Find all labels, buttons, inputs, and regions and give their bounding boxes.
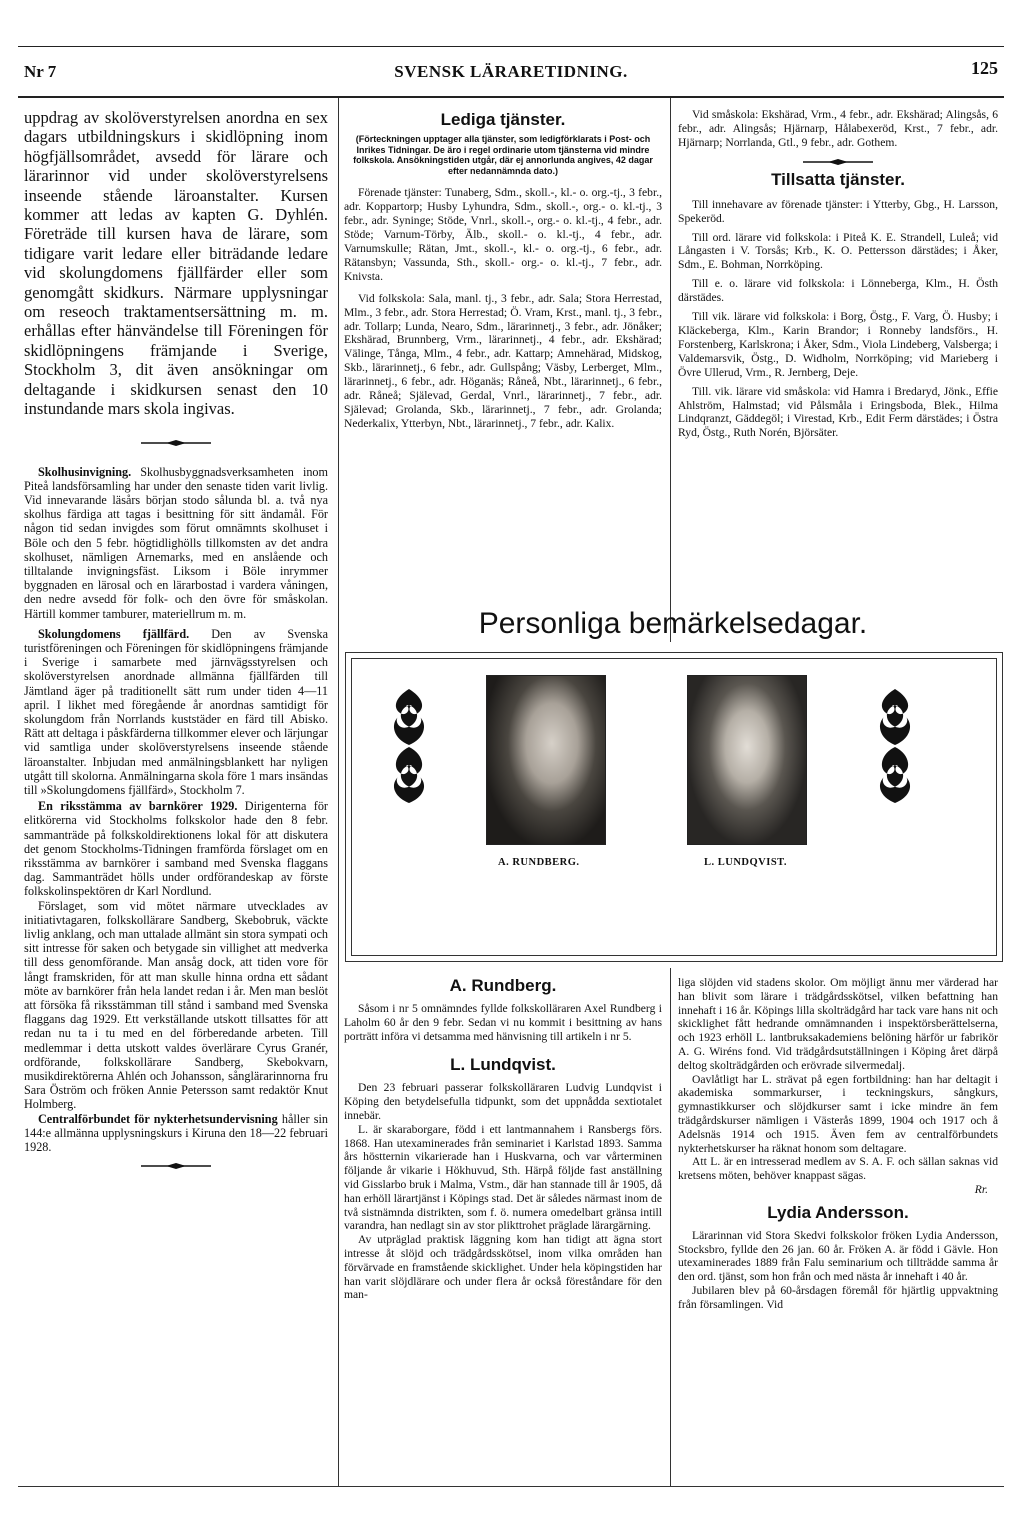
lundqvist-text-2: L. är skaraborgare, född i ett lantmannahem i Ransbergs förs. 1868. Han utexaminerades från seminariet i Karlstad 1893. Samma års höstternin vikarierade han i Huskvarna, och var vårterminen följande år vikarie i Hökhuvud, Sth. Härpå följde fast anställning vid Gisslarbo bruk i Malma, Vstm., där han stannade till år 1905, då han erhöll lärartjänst i Köpings stad. Det är således närmast inom de två sistnämnda distrikten, som f. ö. numera omedelbart gränsa intill varandra, han nedlagt sin av stor plikttrohet präglade lärargärning. <box>344 1122 662 1233</box>
column-5 <box>678 976 998 1312</box>
andersson-text-2: Jubilaren blev på 60-årsdagen föremål för hjärtlig uppvaktning från församlingen. Vid <box>678 1283 998 1311</box>
skolhusinvigning-heading: Skolhusinvigning. <box>38 464 132 479</box>
skidkurs-text: uppdrag av skolöverstyrelsen anordna en sex dagars utbildningskurs i skidlöpning inom högfjällsområdet, avsedd för lärare och lärarinnor vid under skolöverstyrelsens inseende stående läroanstalter. Kursen kommer att ledas av kapten G. Dyhlén. Företräde till kursen hava de lärare, som tidigare varit ledare eller biträdande ledare vid skolungdomens fjällfärder eller som genomgått skidkurs. Närmare upplysningar om reseoch traktamentsersättning m. m. erhållas efter hänvändelse till Föreningen för skidlöpningens främjande i Sverige, Stockholm 3, dit även ansökningar om deltagande i skidkursen senast den 10 instundande mars skola ingivas. <box>24 108 328 419</box>
issue-number: Nr 7 <box>24 62 57 81</box>
column-3 <box>678 108 998 440</box>
barnkorer-article <box>24 799 328 898</box>
lundqvist-heading: L. Lundqvist. <box>450 1055 556 1075</box>
page <box>18 46 1004 1508</box>
barnkorer-text: Dirigenterna för elitkörerna vid Stockholms folkskolor hade den 8 febr. sammanträde på folkskoldirektionens lokal för att diskutera det genom Stockholms-Tidningen framförda förslaget om en riksstämma av barnkörer i samband med Svenska flaggans dag. Sammanträdet hölls under ordförandeskap av förste folkskolinspektören dr Karl Nordlund. <box>24 799 328 899</box>
barnkorer-text-2: Förslaget, som vid mötet närmare utvecklades av initiativtagaren, folkskollärare Sandberg, Skebobruk, väckte livlig anklang, och man uttalade allmänt sin stora sympati och sitt intresse för saken och betygade sin villighet att medverka till dess genomförande. Man ansåg dock, att tiden vore för långt framskriden, för att man skulle hinna ordna ett sådant möte av barnkörer från hela landet redan i år. Men man beslöt att försöka få riksstämman till stånd i samband med Svenska flaggans dag 1929. Ett verkställande utskott tillsattes för att redan nu ta i tu med en del förberedande arbeten. Till medlemmar i detta utskott valdes överlärare Cyrus Granér, ordförande, folkskollärare Sandberg, Skebokvarn, musikdirektörerna Ahlén och Johansson, sånglärarinnorna fru Sara Öström och fröken Annie Petersson samt redaktör Knut Holmberg. <box>24 898 328 1112</box>
page-number: 125 <box>971 58 998 78</box>
column-rule <box>338 98 339 1486</box>
bottom-rule <box>18 1486 1004 1487</box>
nykterhet-article <box>24 1112 328 1155</box>
portrait-frame <box>345 652 1003 962</box>
lundqvist-text-6: Att L. är en intresserad medlem av S. A. F. och sällan saknas vid kretsens möten, behöver knappast sägas. <box>678 1155 998 1183</box>
tillsatta-4: Till vik. lärare vid folkskola: i Borg, Östg., F. Varg, Ö. Husby; i Kläckeberga, Klm., Karin Brandor; i Ronneby landsförs., H. Forstenberg, Karlskrona; i Åker, Sdm., Viola Lindeberg, Valsberga; i Valdemarsvik, Östg., D. Widholm, Norrköping; vid Marieberg i Övre Ullerud, Vrm., R. Jernberg, Deje. <box>678 310 998 379</box>
nykterhet-text: håller sin 144:e allmänna upplysningskurs i Kiruna den 18—22 februari 1928. <box>24 1111 328 1155</box>
tillsatta-5: Till. vik. lärare vid småskola: vid Hamra i Bredaryd, Jönk., Effie Ahlström, Halmstad; vid Pålsmåla i Eringsboda, Blek., Hilma Lindqranzt, Gäddegöl; i Virestad, Krb., Edit Ferm därstädes; i Östra Ryd, Östg., Ruth Norén, Björsäter. <box>678 384 998 440</box>
fjallfard-article <box>24 627 328 797</box>
personliga-heading: Personliga bemärkelsedagar. <box>478 607 868 640</box>
rundberg-heading: A. Rundberg. <box>449 976 557 995</box>
lundqvist-caption: L. LUNDQVIST. <box>704 857 788 868</box>
lundqvist-text-3: Av utpräglad praktisk läggning kom han tidigt att ägna stort intresse åt slöjd och trädgårdsskötsel, inom vilka områden han förvärvade en framstående skicklighet. Under hela köpingstiden har han varit slöjdlärare och under flera år också föreståndare för den man- <box>344 1233 662 1302</box>
lundqvist-text-4: liga slöjden vid stadens skolor. Om möjligt ännu mer värderad har han blivit som lärare i trädgårdsskötsel, vilken befattning han innehaft i 16 år. Köpings lilla skolträdgård har tack vare hans nit och skicklighet fått hedrande omnämnanden i inspektörsberättelserna, och 1923 erhöll L. lantbruksakademiens belöning härför ur fabrikör A. G. Wiréns fond. Vid trädgårdsutställningen i Köping året därpå deltog skolträdgården och erövrade silvermedalj. <box>678 976 998 1072</box>
fjallfard-text: Den av Svenska turistföreningen och Föreningen för skidlöpningens främjande i Sverige i samarbete med järnvägsstyrelsen och skolöverstyrelsen anordnade allmänna fjällfärden till Jämtland äger på traditionellt sätt rum under tiden 4—11 april. I likhet med föregående år anordnas samtidigt för skolungdom från Norrlands kuststäder en färd till Abisko. Rätt att deltaga i påskfärderna tillkommer elever och lärjungar vid samtliga under skolöverstyrelsens inseende stående läroanstalter. Inbjudan med anmälningsblankett har nyligen utgått till skolorna. Anmälningarna skola före 1 mars insändas till »Skolungdomens fjällfärd», Stockholm 7. <box>24 626 328 797</box>
rundberg-portrait <box>486 675 606 845</box>
dash-ornament-icon <box>141 439 211 447</box>
forenade-tjanster: Förenade tjänster: Tunaberg, Sdm., skoll.-, kl.- o. org.-tj., 3 febr., adr. Koppartorp; Husby Lyhundra, Sdm., skoll.-, org.- o. kl.-tj., 3 febr., adr. Syninge; Stöde, Vnrl., skoll.-, org.- o. kl.-tj., 4 febr., adr. Stöde; Varnum-Törby, Älb., skoll.- o. kl.-tj., 4 febr., adr. Varnumskulle; Rätan, Jmt., skoll.-, kl.- o. org.-tj., 6 febr., adr. Rätansbyn; Vassunda, Sth., skoll.- org.- o. kl.-tj., 7 febr., adr. Knivsta. <box>344 186 662 283</box>
andersson-text-1: Lärarinnan vid Stora Skedvi folkskolor fröken Lydia Andersson, Stocksbro, fyllde den 26 jan. 60 år. Fröken A. är född i Gävle. Hon utexaminerades 1889 från Falu seminarium och tillträdde samma år den ord. tjänst, som hon från och med nästa år innehaft i 40 år. <box>678 1228 998 1284</box>
column-2 <box>344 110 662 431</box>
smaskola-tjanster: Vid småskola: Ekshärad, Vrm., 4 febr., adr. Ekshärad; Alingsås, 6 febr., adr. Alingsås; Hjärnarp, Hålabexeröd, Krst., 7 febr., adr. Hjärnarp; Norrlanda, Gtl., 9 febr., adr. Gothem. <box>678 108 998 149</box>
rundberg-caption: A. RUNDBERG. <box>498 857 580 868</box>
dash-ornament-icon <box>803 158 873 166</box>
column-rule <box>670 98 671 642</box>
rundberg-text: Såsom i nr 5 omnämndes fyllde folkskolläraren Axel Rundberg i Laholm 60 år den 9 febr. Sedan vi nu kommit i besittning av hans porträtt införa vi detsamma med hänvisning till artikeln i nr 5. <box>344 1002 662 1043</box>
scroll-ornament-icon <box>872 687 918 805</box>
barnkorer-heading: En riksstämma av barnkörer 1929. <box>38 799 238 814</box>
column-rule <box>670 968 671 1486</box>
tillsatta-2: Till ord. lärare vid folkskola: i Piteå K. E. Strandell, Luleå; vid Långasten i V. Torsås; Krb., K. O. Pettersson därstädes; i Åker, Sdm., E. Bohman, Norrköping. <box>678 230 998 272</box>
tillsatta-1: Till innehavare av förenade tjänster: i Ytterby, Gbg., H. Larsson, Spekeröd. <box>678 197 998 225</box>
top-rule <box>18 46 1004 47</box>
header-rule <box>18 96 1004 98</box>
dash-ornament-icon <box>141 1162 211 1170</box>
nykterhet-heading: Centralförbundet för nykterhetsundervisning <box>38 1111 278 1126</box>
portrait-inner-frame <box>351 658 997 956</box>
lediga-note: (Förteckningen upptager alla tjänster, som ledigförklarats i Post- och Inrikes Tidningar. De äro i regel ordinarie utom tjänsterna vid mindre folkskola. Ansökningstiden utgår, där ej annorlunda angives, 42 dagar efter nedannämnda dato.) <box>353 134 653 176</box>
fjallfard-heading: Skolungdomens fjällfärd. <box>38 626 190 641</box>
lundqvist-text-1: Den 23 februari passerar folkskolläraren Ludvig Lundqvist i Köping den betydelsefulla tidpunkt, som det uppnådda sextiotalet innebär. <box>344 1081 662 1122</box>
andersson-heading: Lydia Andersson. <box>767 1202 909 1222</box>
skolhusinvigning-article <box>24 465 328 621</box>
lundqvist-portrait <box>687 675 807 845</box>
lundqvist-text-5: Oavlåtligt har L. strävat på egen fortbildning: han har deltagit i akademiska sommarkurser, i teckningskurs, sångkurs, gymnastikkurser och slöjdkurser samt i icke mindre än fem trädgårdskurser nämligen i Västerås 1899, 1904 och 1917 och å Adelsnäs 1914 och 1915. Även fem av centralförbundets nykterhetskurser ha räknat honom som deltagare. <box>678 1072 998 1155</box>
page-header <box>18 58 1004 88</box>
column-1 <box>24 108 328 1178</box>
tillsatta-3: Till e. o. lärare vid folkskola: i Lönneberga, Klm., H. Östh därstädes. <box>678 277 998 305</box>
folkskola-tjanster: Vid folkskola: Sala, manl. tj., 3 febr., adr. Sala; Stora Herrestad, Mlm., 3 febr., adr. Stora Herrestad; Ö. Vram, Krst., manl. tj., 3 febr., adr. Tollarp; Lunda, Nearo, Sdm., lärarinnetj., 3 febr., adr. Jönåker; Ekshärad, Brunnberg, Vrm., lärarinnetj., 4 febr., adr. Ekshärad; Välinge, Tånga, Mlm., 4 febr., adr. Kattarp; Amnehärad, Midskog, Skb., lärarinnetj., 6 febr., adr. Gullspång; Väsby, Lerberget, Mlm., lärarinnetj., 6 febr., adr. Höganäs; Råneå, Nbt., lärarinnetj., 6 febr., adr. Råneå; Själevad, Gerdal, Vnrl., lärarinnetj., 7 febr., adr. Själevad; Grolanda, Skb., lärarinnetj., 7 febr., adr. Grolanda; Nederkalix, Ytterbyn, Nbt., lärarinnetj., 7 febr., adr. Kalix. <box>344 291 662 430</box>
tillsatta-heading: Tillsatta tjänster. <box>771 169 905 189</box>
scroll-ornament-icon <box>386 687 432 805</box>
column-4 <box>344 976 662 1302</box>
lediga-heading: Lediga tjänster. <box>440 110 566 129</box>
newspaper-title: SVENSK LÄRARETIDNING. <box>394 62 628 81</box>
signature: Rr. <box>974 1182 988 1196</box>
skolhusinvigning-text: Skolhusbyggnadsverksamheten inom Piteå landsförsamling har under den senaste tiden varit livlig. Vid innevarande läsårs början stodo sålunda bl. a. två nya skolhus färdiga att tagas i besittning för sitt ändamål. För någon tid sedan invigdes som förut omnämnts skolhuset i Böle och den 5 febr. högtidlighölls tillkomsten av det andra skolhuset, nämligen Arnemarks, med en anslående och tilltalande invigningsfäst. Liksom i Böle inrymmer byggnaden en lärosal och en lärarbostad i vardera våningen, den nedre avsedd för folk- och den övre för småskolan. Härtill kommer tamburer, materiellrum m. m. <box>24 464 329 621</box>
